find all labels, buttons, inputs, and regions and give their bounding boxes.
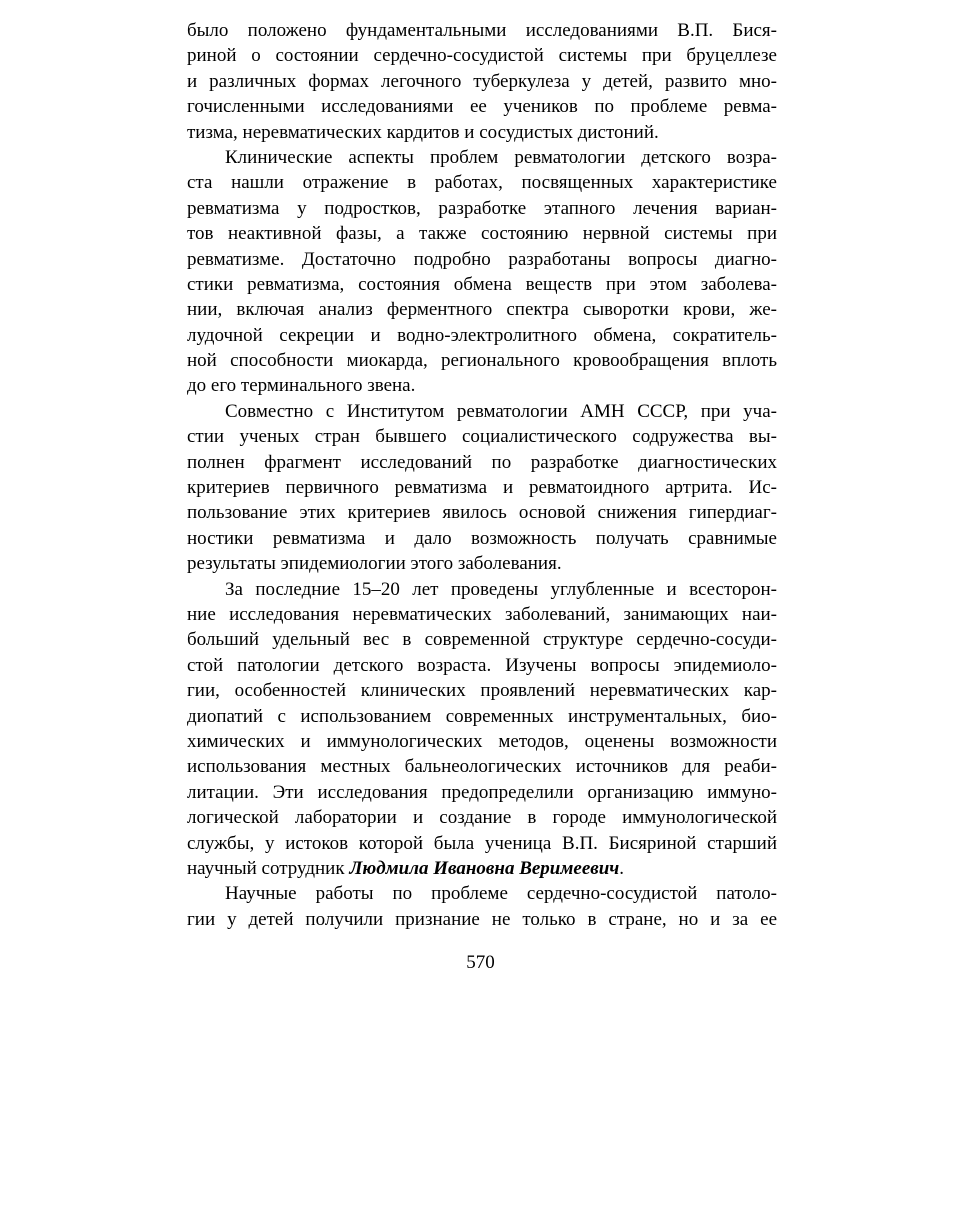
text-line: стики ревматизма, состояния обмена веществ при этом заболева- bbox=[187, 273, 777, 295]
text-fragment: научный сотрудник bbox=[187, 857, 350, 879]
text-line-with-name bbox=[187, 856, 777, 881]
text-line: ста нашли отражение в работах, посвященных характеристике bbox=[187, 172, 777, 194]
paragraph-3 bbox=[187, 399, 777, 577]
text-line: лудочной секреции и водно-электролитного обмена, сократитель- bbox=[187, 324, 777, 346]
text-line: тов неактивной фазы, а также состоянию нервной системы при bbox=[187, 223, 777, 245]
text-line: Научные работы по проблеме сердечно-сосудистой патоло- bbox=[225, 883, 777, 905]
text-line: больший удельный вес в современной структуре сердечно-сосуди- bbox=[187, 629, 777, 651]
text-line: тизма, неревматических кардитов и сосудистых дистоний. bbox=[187, 121, 659, 143]
text-line: Совместно с Институтом ревматологии АМН СССР, при уча- bbox=[225, 400, 777, 422]
text-line: критериев первичного ревматизма и ревматоидного артрита. Ис- bbox=[187, 477, 777, 499]
text-line: гии у детей получили признание не только в стране, но и за ее bbox=[187, 908, 777, 930]
text-line: стии ученых стран бывшего социалистического содружества вы- bbox=[187, 426, 777, 448]
paragraph-5 bbox=[187, 881, 777, 932]
text-line: химических и иммунологических методов, оценены возможности bbox=[187, 730, 777, 752]
text-line: использования местных бальнеологических источников для реаби- bbox=[187, 756, 777, 778]
text-line: службы, у истоков которой была ученица В.П. Бисяриной старший bbox=[187, 832, 777, 854]
text-line: до его терминального звена. bbox=[187, 375, 416, 397]
text-line: было положено фундаментальными исследованиями В.П. Бися- bbox=[187, 20, 777, 41]
text-line: риной о состоянии сердечно-сосудистой системы при бруцеллезе bbox=[187, 45, 777, 67]
text-line: гочисленными исследованиями ее учеников по проблеме ревма- bbox=[187, 96, 777, 118]
text-line: гии, особенностей клинических проявлений неревматических кар- bbox=[187, 680, 777, 702]
text-line: стой патологии детского возраста. Изучены вопросы эпидемиоло- bbox=[187, 654, 777, 676]
page-number: 570 bbox=[466, 952, 495, 973]
book-page-text bbox=[187, 18, 777, 932]
text-line: полнен фрагмент исследований по разработке диагностических bbox=[187, 451, 777, 473]
text-line: ревматизме. Достаточно подробно разработаны вопросы диагно- bbox=[187, 248, 777, 270]
text-fragment: . bbox=[619, 857, 625, 879]
text-line: диопатий с использованием современных инструментальных, био- bbox=[187, 705, 777, 727]
text-line: результаты эпидемиологии этого заболевания. bbox=[187, 553, 562, 575]
text-line: ностики ревматизма и дало возможность получать сравнимые bbox=[187, 527, 777, 549]
paragraph-4 bbox=[187, 577, 777, 882]
text-line: ревматизма у подростков, разработке этапного лечения вариан- bbox=[187, 197, 777, 219]
text-line: ние исследования неревматических заболеваний, занимающих наи- bbox=[187, 603, 777, 625]
text-line: За последние 15–20 лет проведены углубленные и всесторон- bbox=[225, 578, 777, 600]
text-line: литации. Эти исследования предопределили организацию иммуно- bbox=[187, 781, 777, 803]
person-name: Людмила Ивановна Веримеевич bbox=[349, 857, 620, 879]
text-line: логической лаборатории и создание в городе иммунологической bbox=[187, 807, 777, 829]
text-line: Клинические аспекты проблем ревматологии детского возра- bbox=[225, 146, 777, 168]
text-line: ной способности миокарда, регионального кровообращения вплоть bbox=[187, 350, 777, 372]
paragraph-1 bbox=[187, 18, 777, 145]
text-line: нии, включая анализ ферментного спектра сыворотки крови, же- bbox=[187, 299, 777, 321]
paragraph-2 bbox=[187, 145, 777, 399]
text-line: пользование этих критериев явилось основой снижения гипердиаг- bbox=[187, 502, 777, 524]
text-line: и различных формах легочного туберкулеза у детей, развито мно- bbox=[187, 70, 777, 92]
